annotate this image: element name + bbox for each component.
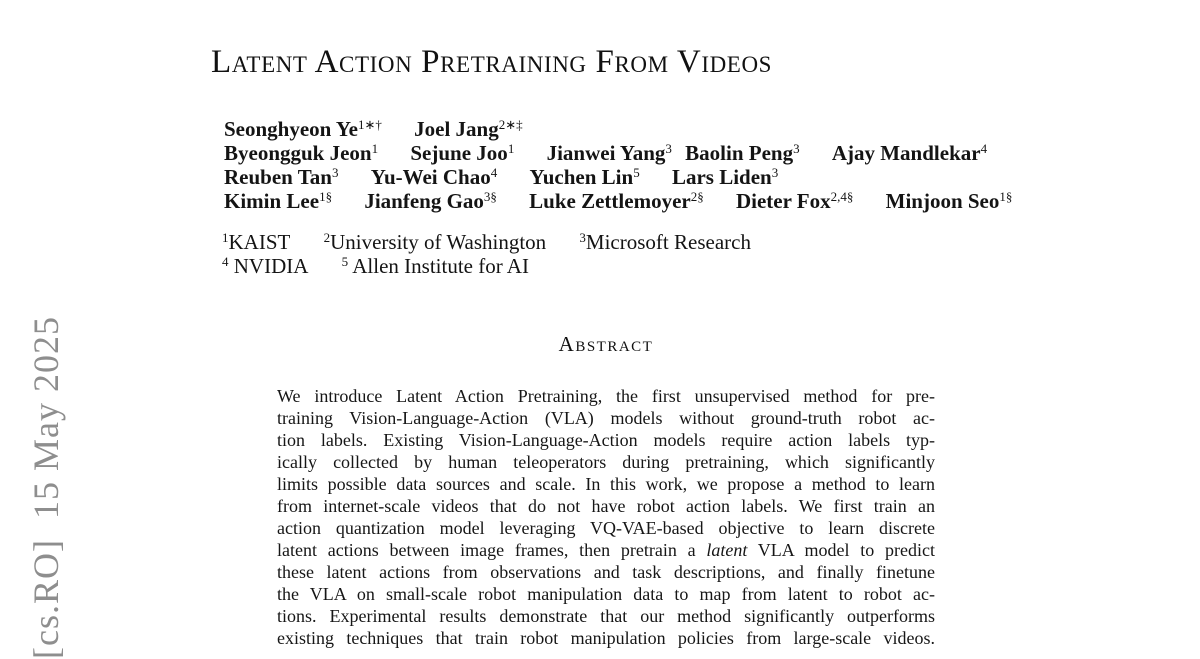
author-superscript: 3 (665, 141, 672, 156)
abstract-line: ically collected by human teleoperators during pretraining, which significantly (277, 452, 935, 472)
author-superscript: 4 (980, 141, 988, 156)
author-superscript: 2§ (690, 189, 704, 204)
author-name: Yu-Wei Chao (370, 165, 491, 189)
abstract-line: the VLA on small-scale robot manipulation data to map from latent to robot ac- (277, 584, 935, 604)
paper-title: Latent Action Pretraining From Videos (211, 44, 773, 80)
author-superscript: 3 (771, 165, 779, 180)
affiliation-superscript: 5 (341, 253, 349, 269)
author-name: Byeongguk Jeon (224, 141, 372, 165)
abstract-line: existing techniques that train robot manipulation policies from large-scale videos. (277, 628, 935, 648)
affiliation-name: Microsoft Research (585, 230, 751, 254)
author-name: Luke Zettlemoyer (529, 189, 691, 213)
abstract-line: limits possible data sources and scale. In this work, we propose a method to learn (277, 474, 935, 494)
author-name: Jianwei Yang (546, 141, 666, 165)
author (224, 189, 332, 213)
author-name: Sejune Joo (410, 141, 508, 165)
abstract-heading: Abstract (558, 332, 654, 356)
affiliation-superscript: 2 (323, 230, 331, 245)
author (832, 141, 987, 165)
author-name: Baolin Peng (685, 141, 794, 165)
affiliation-name: Allen Institute for AI (348, 253, 529, 278)
arxiv-stamp: [cs.RO] 15 May 2025 (26, 316, 66, 659)
author-superscript: 1∗† (358, 117, 382, 132)
author (529, 189, 704, 213)
abstract-line: tion labels. Existing Vision-Language-Action models require action labels typ- (277, 430, 935, 450)
author-name: Minjoon Seo (885, 189, 1000, 213)
author (410, 141, 514, 165)
affiliation-name: NVIDIA (228, 253, 309, 278)
author-block (224, 117, 1012, 213)
author-name: Seonghyeon Ye (224, 117, 358, 141)
affiliation (579, 231, 751, 255)
author (364, 189, 497, 213)
author-superscript: 5 (633, 165, 640, 180)
author-name: Kimin Lee (224, 189, 320, 213)
author-line-3 (224, 165, 1012, 189)
affiliation-name: University of Washington (330, 230, 547, 254)
affiliation (222, 255, 308, 279)
author (371, 165, 498, 189)
author-name: Reuben Tan (224, 165, 332, 189)
author-superscript: 2∗‡ (498, 117, 523, 132)
affiliation-line-1 (222, 231, 751, 255)
author-superscript: 1 (507, 141, 515, 156)
affiliation (324, 231, 547, 255)
author-superscript: 4 (490, 165, 498, 180)
author-name: Jianfeng Gao (364, 189, 484, 213)
abstract-line: action quantization model leveraging VQ-VAE-based objective to learn discrete (277, 518, 935, 538)
author-name: Yuchen Lin (529, 165, 634, 189)
abstract-body (277, 385, 935, 649)
abstract-italic-text: latent (706, 540, 748, 560)
abstract-line: from internet-scale videos that do not have robot action labels. We first train an (277, 496, 935, 516)
author-superscript: 1 (371, 141, 379, 156)
author (224, 117, 382, 141)
affiliation (342, 255, 529, 279)
affiliation-superscript: 4 (222, 253, 229, 269)
author-superscript: 3§ (483, 189, 497, 204)
author-name: Lars Liden (671, 165, 772, 189)
abstract-line: tions. Experimental results demonstrate that our method significantly outperforms (277, 606, 935, 626)
author (672, 165, 778, 189)
affiliation-block (222, 231, 751, 278)
author-line-1 (224, 117, 1012, 141)
abstract-line: training Vision-Language-Action (VLA) models without ground-truth robot ac- (277, 408, 935, 428)
author-superscript: 3 (793, 141, 800, 156)
author-line-4 (224, 189, 1012, 213)
author-superscript: 3 (331, 165, 339, 180)
abstract-line (277, 539, 935, 561)
abstract-line: We introduce Latent Action Pretraining, the first unsupervised method for pre- (277, 386, 935, 406)
author (224, 165, 338, 189)
author-line-2 (224, 141, 1012, 165)
author (685, 141, 799, 165)
affiliation-superscript: 3 (579, 230, 586, 245)
abstract-text: latent actions between image frames, then pretrain a (277, 540, 707, 560)
author (547, 141, 672, 165)
author (224, 141, 378, 165)
affiliation-line-2 (222, 255, 751, 279)
author-name: Dieter Fox (735, 189, 831, 213)
author-superscript: 1§ (319, 189, 333, 204)
affiliation (222, 231, 290, 255)
author (736, 189, 853, 213)
author-superscript: 1§ (999, 189, 1013, 204)
author-superscript: 2,4§ (830, 189, 854, 204)
author (886, 189, 1013, 213)
abstract-line: these latent actions from observations and task descriptions, and finally finetune (277, 562, 935, 582)
abstract-text: VLA model to predict (747, 540, 935, 560)
author (414, 117, 523, 141)
affiliation-superscript: 1 (222, 230, 229, 245)
author-name: Joel Jang (414, 117, 499, 141)
author (530, 165, 640, 189)
affiliation-name: KAIST (228, 230, 291, 254)
author-name: Ajay Mandlekar (831, 141, 981, 165)
